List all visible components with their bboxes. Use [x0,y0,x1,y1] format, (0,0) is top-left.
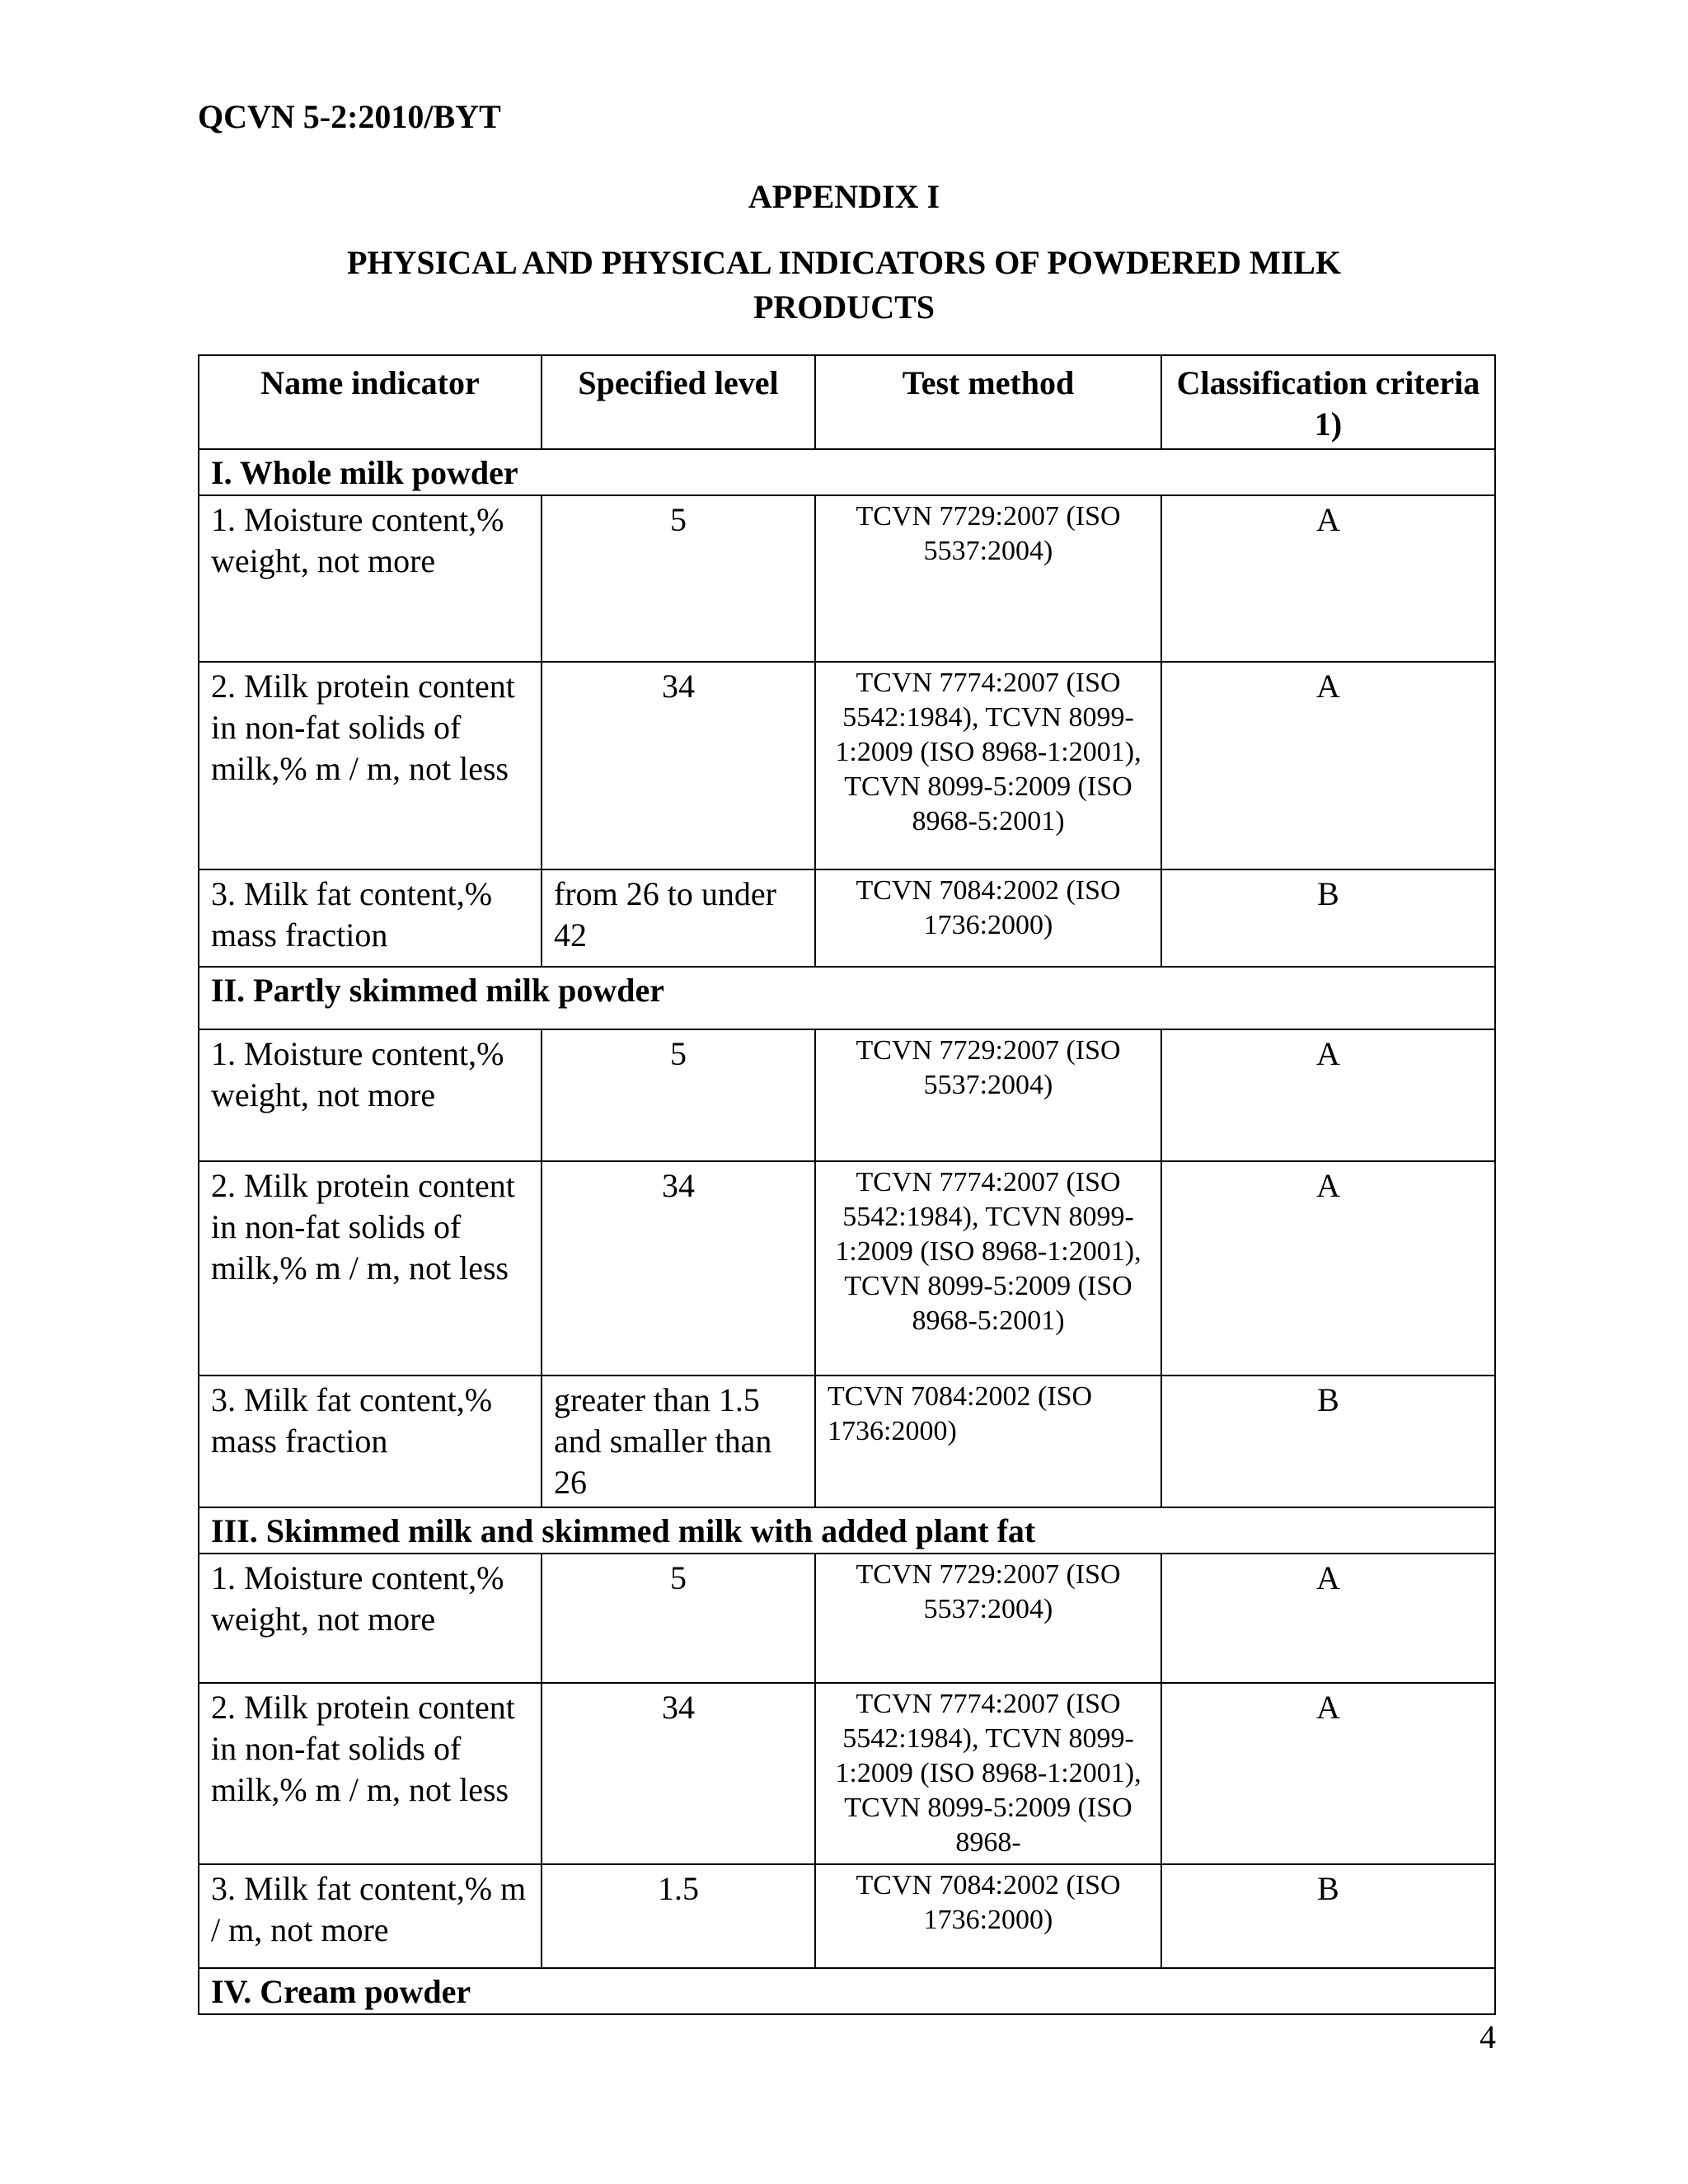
column-header-classification-criteria: Classification criteria 1) [1161,355,1495,449]
level-cell: 34 [542,1161,815,1376]
section-title: II. Partly skimmed milk powder [199,967,1495,1029]
table-row [199,1161,1495,1376]
table-row [199,495,1495,662]
indicator-cell: 1. Moisture content,% weight, not more [199,1554,542,1683]
section-row [199,1968,1495,2014]
indicator-cell: 3. Milk fat content,% mass fraction [199,1376,542,1507]
column-header-test-method: Test method [815,355,1161,449]
indicator-cell: 1. Moisture content,% weight, not more [199,495,542,662]
method-cell: TCVN 7729:2007 (ISO 5537:2004) [815,1554,1161,1683]
grade-cell: A [1161,1029,1495,1161]
section-title: I. Whole milk powder [199,449,1495,495]
indicator-cell: 2. Milk protein content in non-fat solids of milk,% m / m, not less [199,1683,542,1864]
grade-cell: A [1161,1683,1495,1864]
document-title-line-2: PRODUCTS [753,288,935,326]
table-row [199,1864,1495,1968]
grade-cell: B [1161,869,1495,967]
page-number: 4 [1479,2018,1496,2055]
table-row [199,662,1495,869]
indicator-cell: 1. Moisture content,% weight, not more [199,1029,542,1161]
method-cell: TCVN 7774:2007 (ISO 5542:1984), TCVN 8099-1:2009 (ISO 8968-1:2001), TCVN 8099-5:2009 (ISO 8968- [815,1683,1161,1864]
method-cell: TCVN 7729:2007 (ISO 5537:2004) [815,495,1161,662]
method-cell: TCVN 7774:2007 (ISO 5542:1984), TCVN 8099-1:2009 (ISO 8968-1:2001), TCVN 8099-5:2009 (ISO 8968-5:2001) [815,1161,1161,1376]
table-row [199,1683,1495,1864]
level-cell: 5 [542,495,815,662]
table-header-row [199,355,1495,449]
method-cell: TCVN 7084:2002 (ISO 1736:2000) [815,1864,1161,1968]
grade-cell: A [1161,1161,1495,1376]
method-cell: TCVN 7084:2002 (ISO 1736:2000) [815,869,1161,967]
section-row [199,967,1495,1029]
indicator-table [198,354,1496,2015]
indicator-cell: 2. Milk protein content in non-fat solids of milk,% m / m, not less [199,662,542,869]
document-code: QCVN 5-2:2010/BYT [198,98,501,135]
indicator-cell: 2. Milk protein content in non-fat solids of milk,% m / m, not less [199,1161,542,1376]
document-title-line-1: PHYSICAL AND PHYSICAL INDICATORS OF POWDERED MILK [346,244,1342,281]
grade-cell: A [1161,1554,1495,1683]
level-cell: greater than 1.5 and smaller than 26 [542,1376,815,1507]
document-title [0,241,1688,330]
section-row [199,1507,1495,1554]
level-cell: from 26 to under 42 [542,869,815,967]
grade-cell: B [1161,1376,1495,1507]
section-row [199,449,1495,495]
grade-cell: A [1161,495,1495,662]
level-cell: 5 [542,1029,815,1161]
grade-cell: B [1161,1864,1495,1968]
level-cell: 34 [542,662,815,869]
grade-cell: A [1161,662,1495,869]
level-cell: 34 [542,1683,815,1864]
level-cell: 5 [542,1554,815,1683]
level-cell: 1.5 [542,1864,815,1968]
column-header-name-indicator: Name indicator [199,355,542,449]
table-row [199,1029,1495,1161]
section-title: III. Skimmed milk and skimmed milk with added plant fat [199,1507,1495,1554]
table-row [199,1376,1495,1507]
table-row [199,869,1495,967]
indicator-cell: 3. Milk fat content,% mass fraction [199,869,542,967]
method-cell: TCVN 7729:2007 (ISO 5537:2004) [815,1029,1161,1161]
section-title: IV. Cream powder [199,1968,1495,2014]
appendix-heading: APPENDIX I [748,178,940,215]
method-cell: TCVN 7084:2002 (ISO 1736:2000) [815,1376,1161,1507]
column-header-specified-level: Specified level [542,355,815,449]
method-cell: TCVN 7774:2007 (ISO 5542:1984), TCVN 8099-1:2009 (ISO 8968-1:2001), TCVN 8099-5:2009 (ISO 8968-5:2001) [815,662,1161,869]
indicator-cell: 3. Milk fat content,% m / m, not more [199,1864,542,1968]
table-row [199,1554,1495,1683]
